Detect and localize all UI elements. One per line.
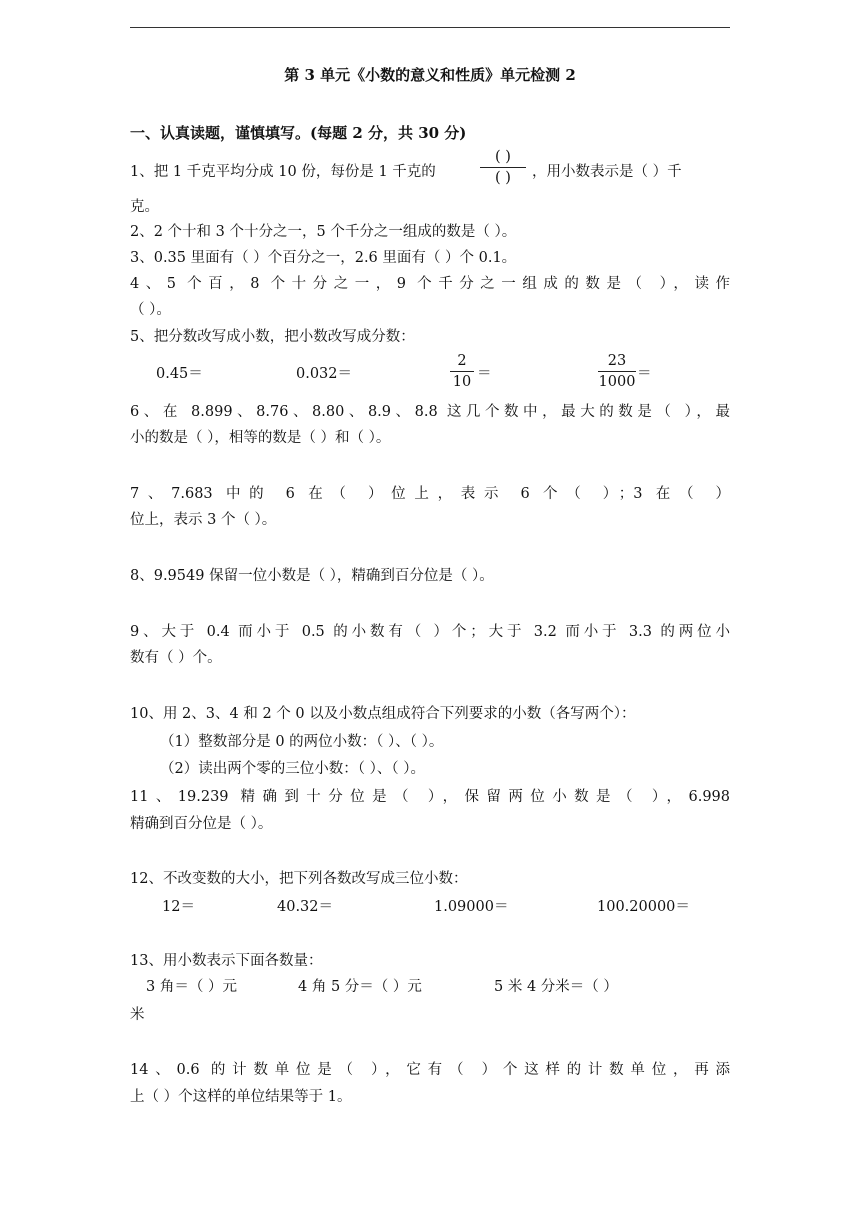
q1-fraction-denominator: ( ) — [495, 170, 511, 186]
question-10: 10、用 2、3、4 和 2 个 0 以及小数点组成符合下列要求的小数（各写两个）： — [130, 706, 636, 722]
question-2: 2、2 个十和 3 个十分之一，5 个千分之一组成的数是（ ）。 — [130, 224, 517, 240]
question-10-part-1: （1）整数部分是 0 的两位小数：（ ）、（ ）。 — [160, 734, 444, 750]
fraction-bar — [450, 371, 474, 372]
q1-text-c: 克。 — [130, 199, 159, 215]
q12-expr-4: 100.20000＝ — [597, 899, 690, 915]
question-11-line-2: 精确到百分位是（ ）。 — [130, 816, 273, 832]
q1-text-b: ，用小数表示是（ ）千 — [532, 164, 682, 180]
question-11-line-1: 11、19.239 精确到十分位是（ ），保留两位小数是（ ），6.998 — [130, 789, 730, 805]
fraction-bar — [598, 371, 636, 372]
fraction-bar — [480, 167, 526, 168]
q1-fraction — [480, 148, 526, 187]
question-6-line-1: 6、在 8.899、8.76、8.80、8.9、8.8 这几个数中，最大的数是（ ），最 — [130, 404, 730, 420]
question-7-line-1: 7、7.683 中的 6 在（ ）位上，表示 6 个（ ）；3 在（ ） — [130, 486, 730, 502]
q5-expr-1: 0.45＝ — [156, 366, 203, 382]
q12-expr-3: 1.09000＝ — [434, 899, 509, 915]
q1-fraction-numerator: ( ) — [495, 149, 511, 165]
q5-fraction-2-numerator: 23 — [607, 353, 627, 369]
q13-expr-1: 3 角＝（ ）元 — [146, 979, 237, 995]
question-4-line-2: （ ）。 — [130, 302, 171, 318]
question-13: 13、用小数表示下面各数量： — [130, 953, 323, 969]
question-4-line-1: 4、5 个百，8 个十分之一，9 个千分之一组成的数是（ ），读作 — [130, 276, 730, 292]
q5-fraction-1 — [450, 352, 474, 391]
question-8: 8、9.9549 保留一位小数是（ ），精确到百分位是（ ）。 — [130, 568, 494, 584]
question-14-line-1: 14、0.6 的计数单位是（ ），它有（ ）个这样的计数单位，再添 — [130, 1062, 730, 1078]
question-14-line-2: 上（ ）个这样的单位结果等于 1。 — [130, 1089, 352, 1105]
q13-expr-3: 5 米 4 分米＝（ ） — [494, 979, 618, 995]
q13-unit: 米 — [130, 1007, 145, 1023]
page-title: 第 3 单元《小数的意义和性质》单元检测 2 — [284, 66, 576, 84]
question-9-line-2: 数有（ ）个。 — [130, 650, 222, 666]
header-rule — [130, 27, 730, 28]
q5-fraction-2-denominator: 1000 — [598, 374, 636, 390]
section-heading: 一、认真读题，谨慎填写。(每题 2 分，共 30 分) — [130, 124, 467, 142]
q1-text-a: 1、把 1 千克平均分成 10 份，每份是 1 千克的 — [130, 164, 436, 180]
q12-expr-2: 40.32＝ — [277, 899, 334, 915]
q5-expr-2: 0.032＝ — [296, 366, 353, 382]
q5-fraction-1-numerator: 2 — [457, 353, 467, 369]
question-5: 5、把分数改写成小数，把小数改写成分数： — [130, 329, 415, 345]
question-9-line-1: 9、大于 0.4 而小于 0.5 的小数有（ ）个；大于 3.2 而小于 3.3 的两位小 — [130, 624, 730, 640]
q5-fraction-2 — [598, 352, 636, 391]
q5-fraction-2-equals: ＝ — [637, 366, 652, 382]
question-7-line-2: 位上，表示 3 个（ ）。 — [130, 512, 277, 528]
question-12: 12、不改变数的大小，把下列各数改写成三位小数： — [130, 871, 468, 887]
q13-expr-2: 4 角 5 分＝（ ）元 — [298, 979, 422, 995]
question-10-part-2: （2）读出两个零的三位小数：（ ）、（ ）。 — [160, 761, 425, 777]
q12-expr-1: 12＝ — [162, 899, 195, 915]
question-3: 3、0.35 里面有（ ）个百分之一，2.6 里面有（ ）个 0.1。 — [130, 250, 517, 266]
question-6-line-2: 小的数是（ ），相等的数是（ ）和（ ）。 — [130, 430, 391, 446]
q5-fraction-1-equals: ＝ — [477, 366, 492, 382]
q5-fraction-1-denominator: 10 — [452, 374, 472, 390]
